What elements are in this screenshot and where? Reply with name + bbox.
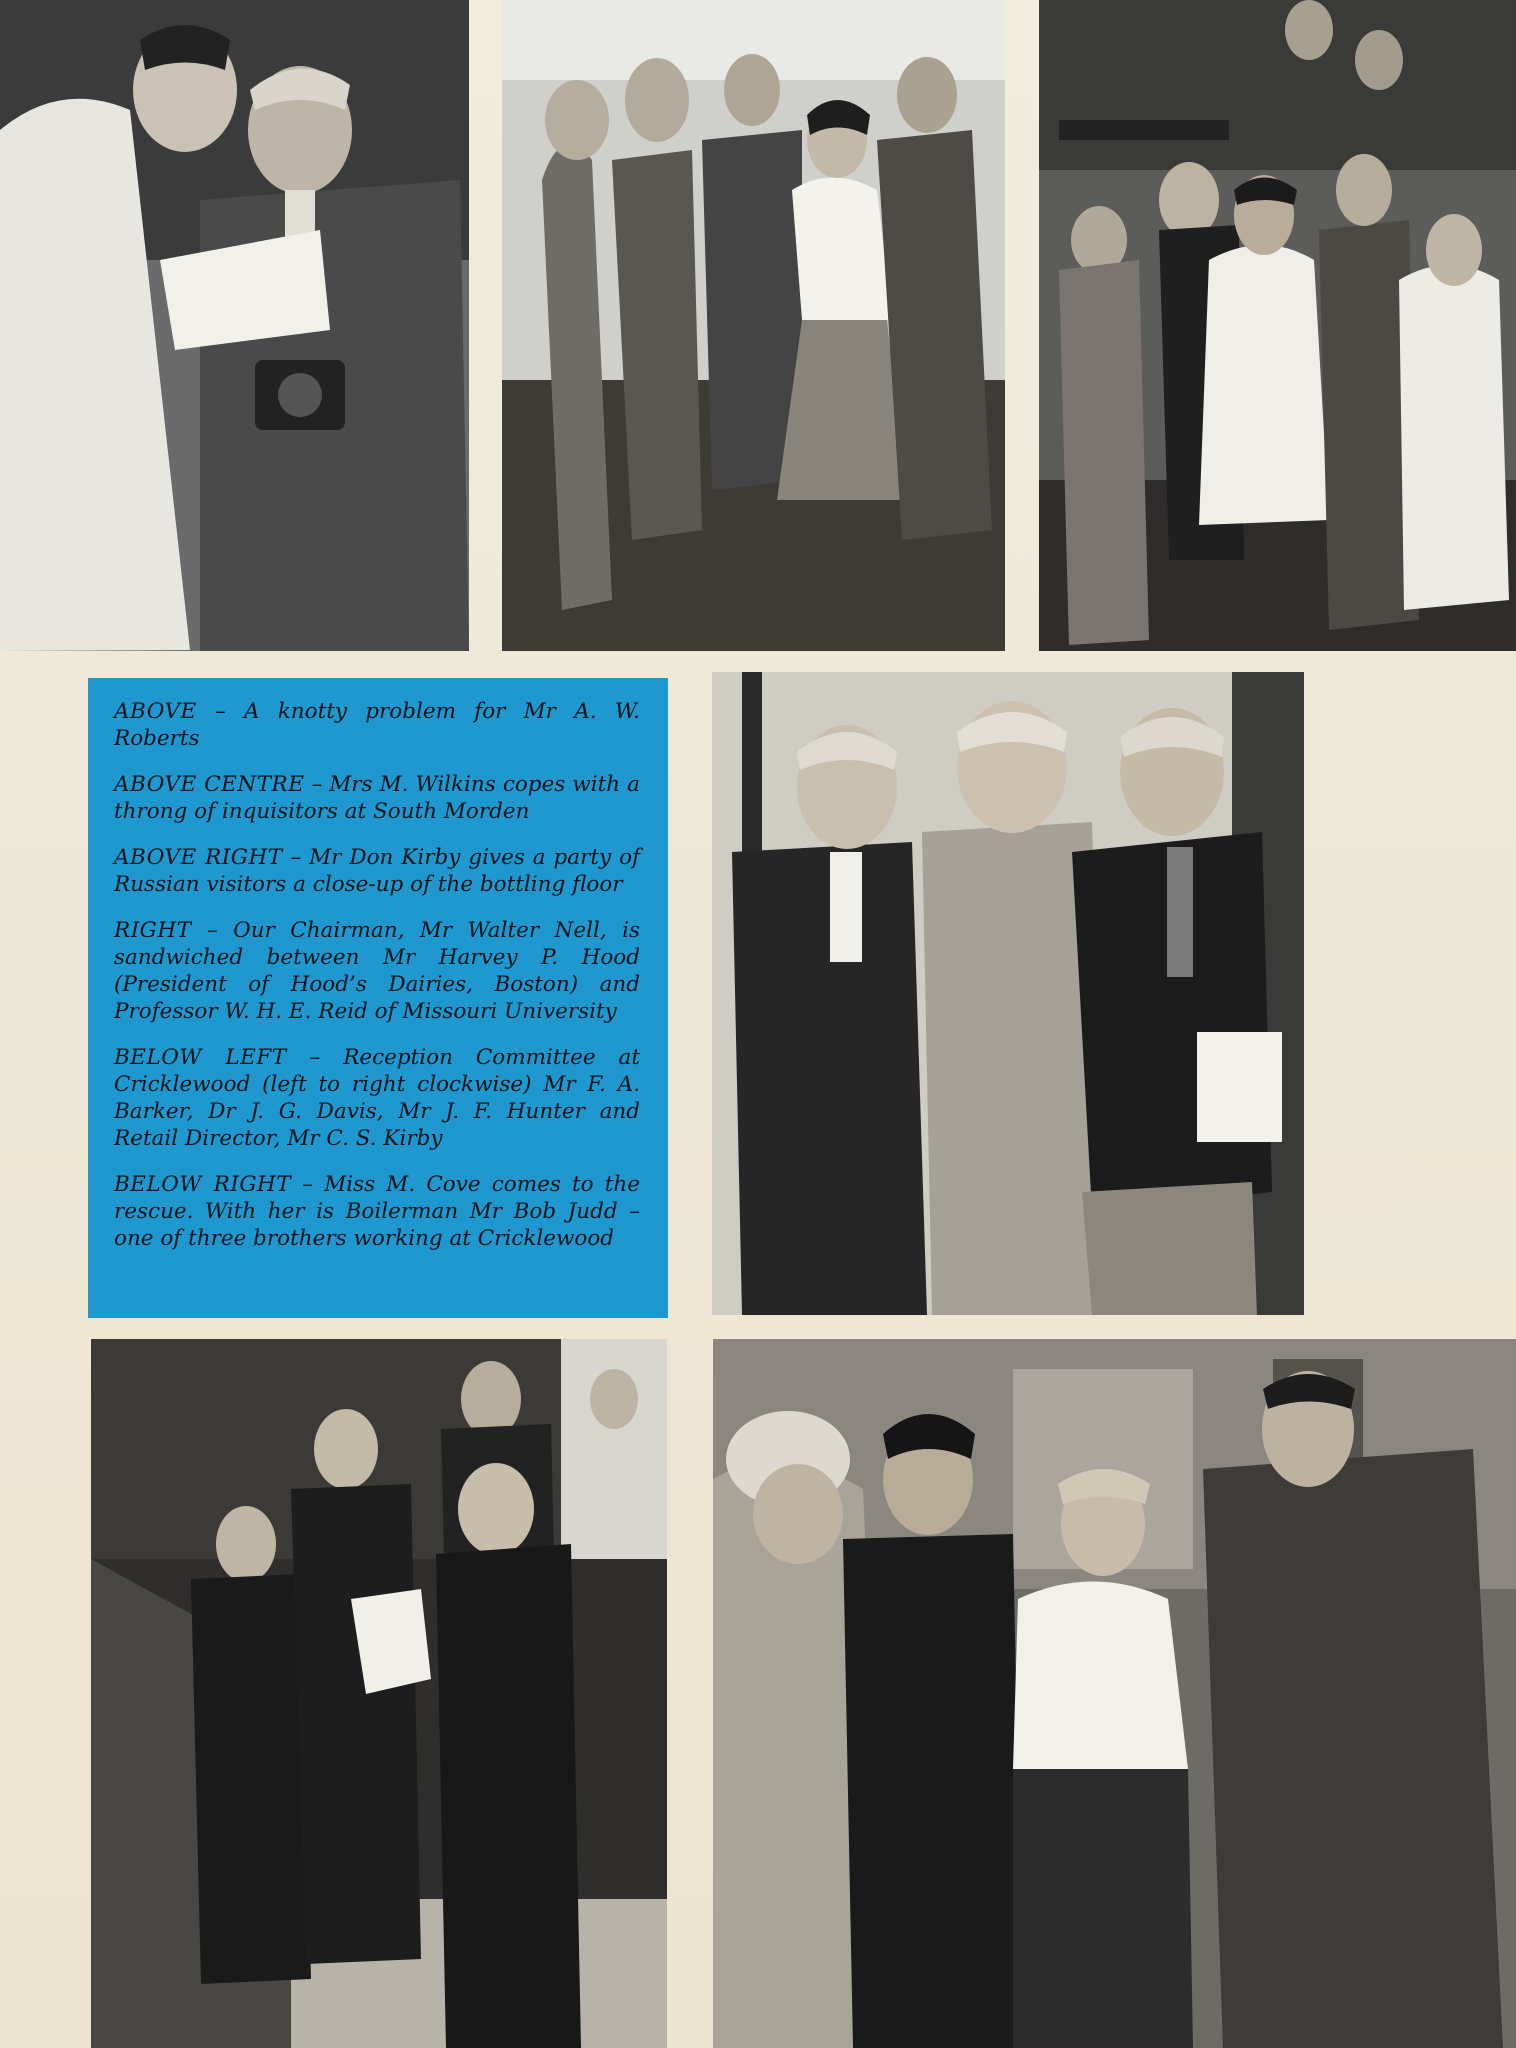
photo-above-right <box>1039 0 1516 651</box>
caption-lead: ABOVE CENTRE <box>114 772 305 797</box>
photo-above-left <box>0 0 469 651</box>
caption-above <box>114 698 640 752</box>
caption-above-centre <box>114 771 640 825</box>
photo-above-centre <box>502 0 1005 651</box>
caption-box <box>88 678 668 1318</box>
caption-separator: – <box>282 845 310 870</box>
caption-lead: RIGHT <box>114 918 192 943</box>
caption-below-left <box>114 1044 640 1152</box>
photo-right <box>712 672 1304 1315</box>
caption-lead: ABOVE <box>114 699 197 724</box>
caption-lead: BELOW RIGHT <box>114 1172 292 1197</box>
photo-below-left <box>91 1339 667 2048</box>
caption-separator: – <box>191 918 234 943</box>
caption-separator: – <box>286 1045 344 1070</box>
caption-right <box>114 917 640 1025</box>
caption-text: Mr Don Kirby gives a party of Russian visitors a close-up of the bottling floor <box>114 845 641 897</box>
caption-text: A knotty problem for Mr A. W. Roberts <box>114 699 640 751</box>
caption-text: Reception Committee at Cricklewood (left to right clockwise) Mr F. A. Barker, Dr J. G. Davis, Mr J. F. Hunter and Retail Director, Mr C. S. Kirby <box>114 1045 640 1151</box>
caption-separator: – <box>196 699 244 724</box>
caption-text: Our Chairman, Mr Walter Nell, is sandwiched between Mr Harvey P. Hood (President of Hood’s Dairies, Boston) and Professor W. H. E. Reid of Missouri University <box>114 918 640 1024</box>
caption-lead: ABOVE RIGHT <box>114 845 283 870</box>
caption-lead: BELOW LEFT <box>114 1045 287 1070</box>
caption-above-right <box>114 844 640 898</box>
caption-separator: – <box>304 772 330 797</box>
caption-text: Mrs M. Wilkins copes with a throng of inquisitors at South Morden <box>114 772 640 824</box>
caption-text: Miss M. Cove comes to the rescue. With her is Boilerman Mr Bob Judd – one of three brothers working at Cricklewood <box>114 1172 640 1251</box>
photo-below-right <box>713 1339 1516 2048</box>
caption-below-right <box>114 1171 640 1252</box>
caption-separator: – <box>291 1172 325 1197</box>
